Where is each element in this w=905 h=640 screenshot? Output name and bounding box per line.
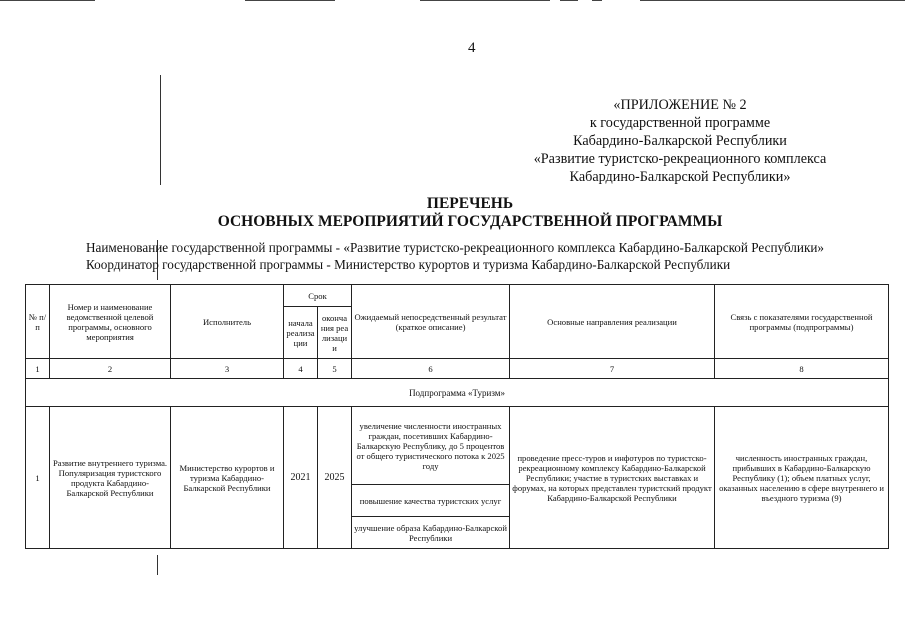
- row-directions: проведение пресс-туров и инфотуров по туристско-рекреационному комплексу Кабардино-Балкарской Республики; участие в туристских выставках и форумах, на которых представлен туристский продукт Кабардино-Балкарской Республики: [510, 407, 715, 549]
- row-result: повышение качества туристских услуг: [352, 485, 510, 517]
- row-result: увеличение численности иностранных граждан, посетивших Кабардино-Балкарскую Республику, до 5 процентов от общего туристического потока к 2025 году: [352, 407, 510, 485]
- row-end: 2025: [318, 407, 352, 549]
- program-coordinator: Координатор государственной программы - Министерство курортов и туризма Кабардино-Балкарской Республики: [86, 257, 731, 272]
- program-name: Наименование государственной программы - «Развитие туристско-рекреационного комплекса Кабардино-Балкарской Республики»: [86, 240, 824, 255]
- col-number: 2: [50, 359, 171, 379]
- col-number: 3: [171, 359, 284, 379]
- col-number: 4: [284, 359, 318, 379]
- header-start: начала реализации: [284, 307, 318, 359]
- activities-table: [25, 284, 889, 549]
- appendix-line: Кабардино-Балкарской Республики: [573, 133, 787, 149]
- col-number: 8: [715, 359, 889, 379]
- program-info: [86, 239, 824, 273]
- col-number: 7: [510, 359, 715, 379]
- scan-mark: [245, 0, 335, 1]
- header-activity: Номер и наименование ведомственной целевой программы, основного мероприятия: [50, 285, 171, 359]
- page-number: 4: [468, 40, 476, 56]
- appendix-line: «Развитие туристско-рекреационного комплекса: [533, 151, 827, 167]
- header-executor: Исполнитель: [171, 285, 284, 359]
- header-term: Срок: [284, 285, 352, 307]
- scan-fold-line: [160, 75, 161, 185]
- appendix-line: Кабардино-Балкарской Республики»: [569, 169, 791, 185]
- appendix-line: «ПРИЛОЖЕНИЕ № 2: [613, 97, 747, 113]
- scan-mark: [420, 0, 550, 1]
- row-link: численность иностранных граждан, прибывших в Кабардино-Балкарскую Республику (1); объем платных услуг, оказанных населению в сфере внутреннего и въездного туризма (9): [715, 407, 889, 549]
- row-result: улучшение образа Кабардино-Балкарской Республики: [352, 517, 510, 549]
- title-line-2: ОСНОВНЫХ МЕРОПРИЯТИЙ ГОСУДАРСТВЕННОЙ ПРОГРАММЫ: [217, 213, 723, 230]
- scan-mark: [0, 0, 95, 1]
- col-number: 1: [26, 359, 50, 379]
- document-title: [150, 195, 790, 231]
- header-end: окончания реализации: [318, 307, 352, 359]
- row-activity: Развитие внутреннего туризма. Популяризация туристского продукта Кабардино-Балкарской Республики: [50, 407, 171, 549]
- header-num: № п/п: [26, 285, 50, 359]
- row-num: 1: [26, 407, 50, 549]
- scan-mark: [592, 0, 602, 1]
- col-number: 6: [352, 359, 510, 379]
- header-result: Ожидаемый непосредственный результат (краткое описание): [352, 285, 510, 359]
- header-link: Связь с показателями государственной программы (подпрограммы): [715, 285, 889, 359]
- scan-fold-line: [157, 555, 158, 575]
- col-number: 5: [318, 359, 352, 379]
- row-start: 2021: [284, 407, 318, 549]
- title-line-1: ПЕРЕЧЕНЬ: [426, 195, 514, 212]
- scan-mark: [560, 0, 578, 1]
- scan-mark: [640, 0, 905, 1]
- header-directions: Основные направления реализации: [510, 285, 715, 359]
- subprogram-title: Подпрограмма «Туризм»: [26, 379, 889, 407]
- row-executor: Министерство курортов и туризма Кабардино-Балкарской Республики: [171, 407, 284, 549]
- appendix-header: [470, 96, 890, 186]
- appendix-line: к государственной программе: [589, 115, 771, 131]
